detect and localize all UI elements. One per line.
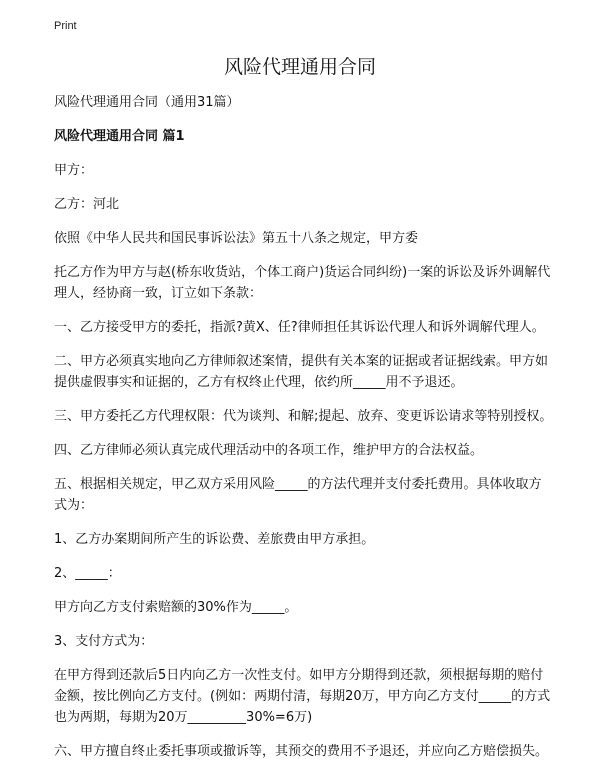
sub-item-2: 2、_____： (54, 566, 121, 581)
clause-4: 四、乙方律师必须认真完成代理活动中的各项工作，维护甲方的合法权益。 (54, 443, 484, 458)
print-label[interactable]: Print (54, 20, 77, 32)
document-title: 风险代理通用合同 (223, 56, 376, 78)
paragraph: 甲方向乙方支付索赔额的30%作为_____。 (54, 600, 298, 615)
clause-1: 一、乙方接受甲方的委托，指派?黄X、任?律师担任其诉讼代理人和诉外调解代理人。 (54, 320, 545, 335)
paragraph: 托乙方作为甲方与赵(桥东收货站，个体工商户)货运合同纠纷)一案的诉讼及诉外调解代理人，经协商一致，订立如下条款： (54, 265, 551, 301)
sub-item-3: 3、支付方式为： (54, 634, 154, 649)
section-heading: 风险代理通用合同 篇1 (54, 129, 185, 144)
document-body (54, 92, 554, 775)
document-subtitle: 风险代理通用合同（通用31篇） (54, 95, 240, 110)
party-a: 甲方： (54, 163, 94, 178)
clause-5: 五、根据相关规定，甲乙双方采用风险_____的方法代理并支付委托费用。具体收取方式为： (54, 477, 542, 513)
paragraph: 在甲方得到还款后5日内向乙方一次性支付。如甲方分期得到还款，须根据每期的赔付金额，按比例向乙方支付。(例如：两期付清，每期20万，甲方向乙方支付_____的方式也为两期，每期为20万_________30%=6万) (54, 668, 551, 725)
party-b: 乙方：河北 (54, 197, 120, 212)
sub-item-1: 1、乙方办案期间所产生的诉讼费、差旅费由甲方承担。 (54, 532, 375, 547)
clause-6: 六、甲方擅自终止委托事项或撤诉等，其预交的费用不予退还，并应向乙方赔偿损失。 (54, 744, 549, 759)
paragraph: 依照《中华人民共和国民事诉讼法》第五十八条之规定，甲方委 (54, 231, 419, 246)
clause-3: 三、甲方委托乙方代理权限：代为谈判、和解;提起、放弃、变更诉讼请求等特别授权。 (54, 409, 553, 424)
clause-2: 二、甲方必须真实地向乙方律师叙述案情，提供有关本案的证据或者证据线索。甲方如提供虚假事实和证据的，乙方有权终止代理，依约所_____用不予退还。 (54, 354, 549, 390)
